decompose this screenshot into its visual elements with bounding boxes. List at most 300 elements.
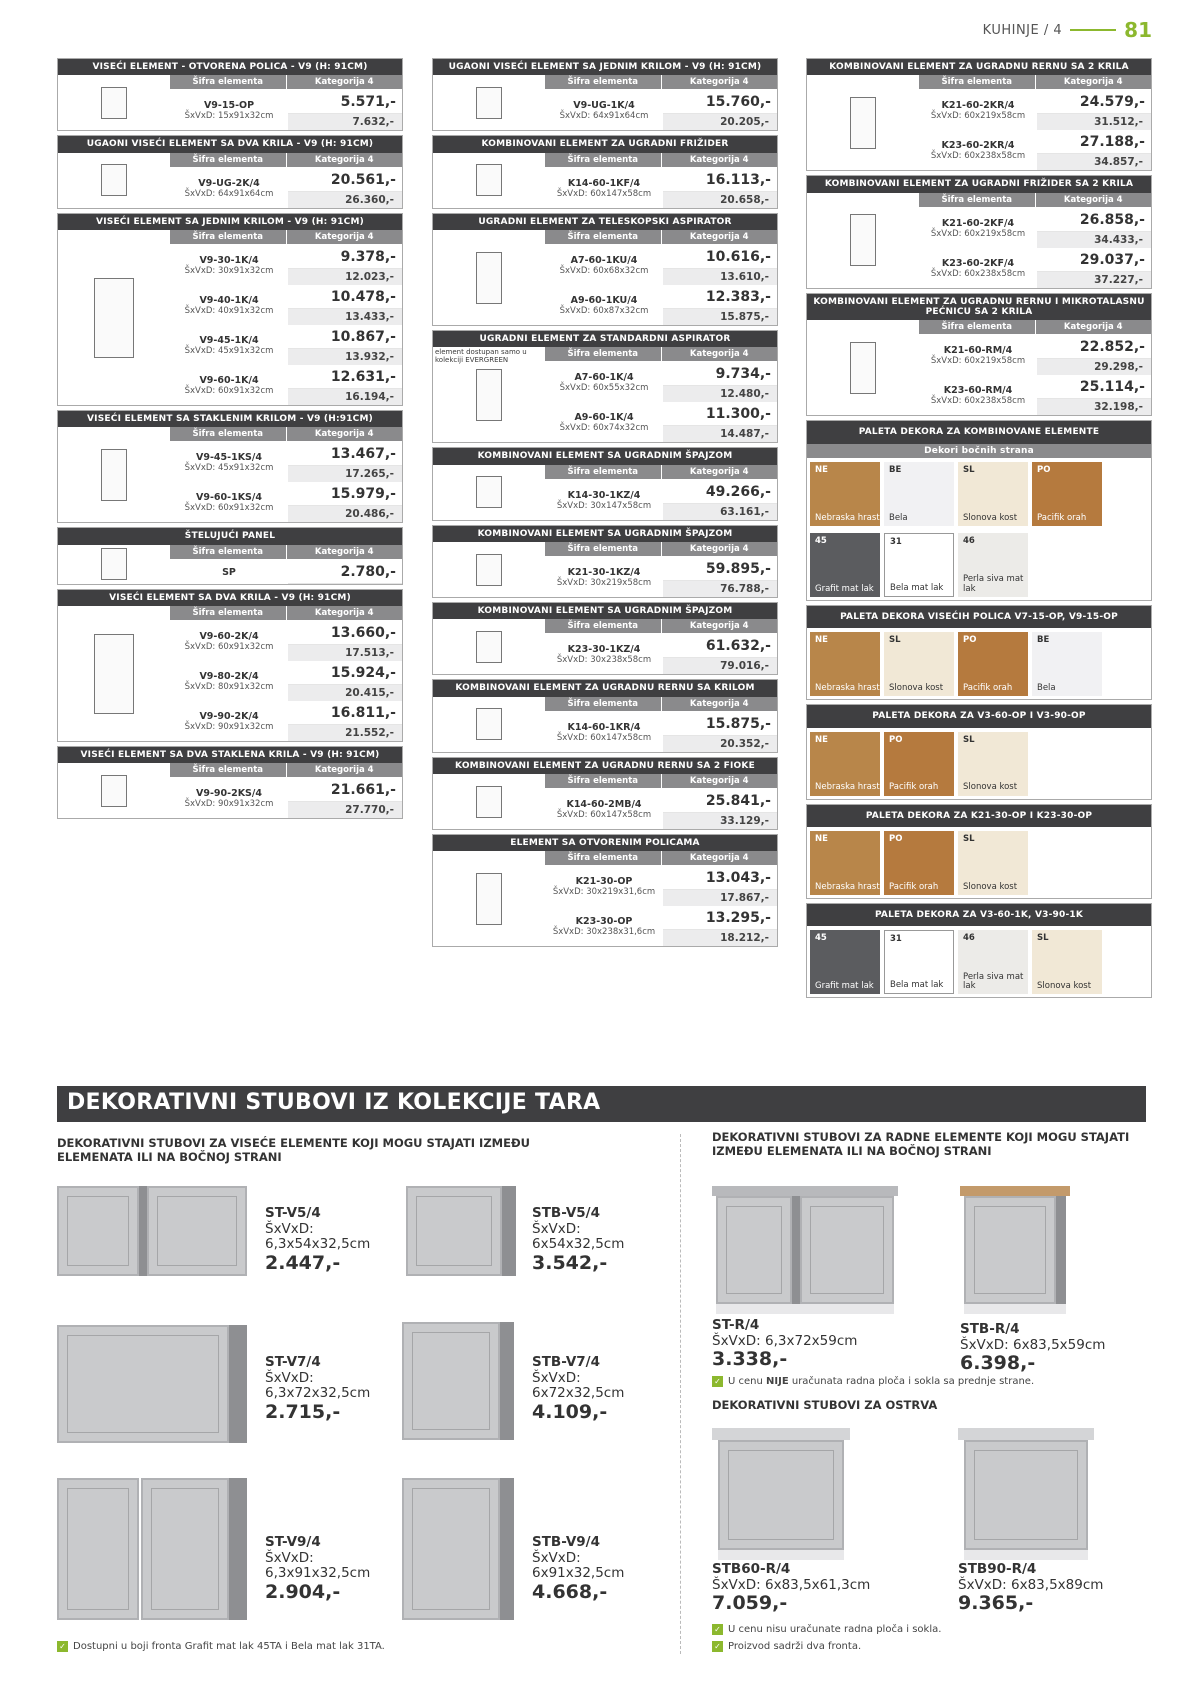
product-dimensions: ŠxVxD: 60x91x32cm <box>184 503 274 514</box>
product-dimensions: ŠxVxD: 30x238x58cm <box>556 655 652 666</box>
decor-swatch <box>810 462 880 526</box>
header-sifra: Šifra elementa <box>170 75 287 89</box>
table-row <box>545 90 777 130</box>
block-title: UGRADNI ELEMENT ZA TELESKOPSKI ASPIRATOR <box>433 214 777 230</box>
header-kategorija: Kategorija 4 <box>314 232 374 243</box>
table-row <box>170 661 402 701</box>
decor-swatch <box>1032 632 1102 696</box>
header-kategorija: Kategorija 4 <box>689 349 749 360</box>
price: 10.478,- <box>288 286 402 309</box>
product-block <box>432 602 778 675</box>
decor-palette <box>806 903 1152 998</box>
price-old: 26.360,- <box>288 192 402 208</box>
decor-swatch <box>884 930 954 994</box>
product-image <box>958 1428 1094 1560</box>
header-sifra: Šifra elementa <box>170 153 287 167</box>
product-code: SP <box>222 566 236 578</box>
cabinet-icon <box>101 449 127 501</box>
cabinet-icon <box>850 342 876 394</box>
product-image <box>58 75 170 130</box>
price: 2.780,- <box>288 561 402 584</box>
product-dimensions: ŠxVxD: 30x219x31,6cm <box>552 887 656 898</box>
table-header <box>545 851 777 866</box>
product-block <box>57 213 403 406</box>
price-old: 20.205,- <box>663 114 777 130</box>
product-code: K23-30-OP <box>575 916 633 928</box>
product-code: K21-30-OP <box>575 876 633 888</box>
product-dimensions: ŠxVxD: 60x91x32cm <box>184 642 274 653</box>
swatch-code: 46 <box>963 933 975 944</box>
price-old: 13.433,- <box>288 309 402 325</box>
swatch-code: SL <box>963 465 975 476</box>
header-kategorija: Kategorija 4 <box>1063 77 1123 88</box>
product-label: STB-V5/4 ŠxVxD: 6x54x32,5cm 3.542,- <box>532 1205 625 1274</box>
cabinet-icon <box>476 87 502 119</box>
block-title: KOMBINOVANI ELEMENT SA UGRADNIM ŠPAJZOM <box>433 448 777 464</box>
swatch-code: SL <box>963 734 975 745</box>
header-kategorija: Kategorija 4 <box>689 154 749 165</box>
swatch-name: Nebraska hrast <box>815 881 880 892</box>
table-row <box>545 402 777 442</box>
block-title: UGRADNI ELEMENT ZA STANDARDNI ASPIRATOR <box>433 331 777 347</box>
product-image <box>58 545 170 584</box>
product-block <box>432 58 778 131</box>
cabinet-icon <box>476 708 502 740</box>
table-header <box>919 75 1151 90</box>
header-kategorija: Kategorija 4 <box>689 853 749 864</box>
price-old: 37.227,- <box>1037 272 1151 288</box>
swatch-code: SL <box>1037 933 1049 944</box>
product-block <box>57 135 403 208</box>
product-image <box>57 1478 247 1620</box>
swatch-name: Bela <box>1037 683 1056 694</box>
product-label: ST-V7/4 ŠxVxD: 6,3x72x32,5cm 2.715,- <box>265 1354 371 1423</box>
table-row <box>170 168 402 208</box>
header-kategorija: Kategorija 4 <box>314 608 374 619</box>
product-image <box>433 542 545 597</box>
price: 15.875,- <box>663 713 777 736</box>
header-sifra: Šifra elementa <box>545 230 662 244</box>
table-header <box>545 774 777 789</box>
table-row <box>170 482 402 522</box>
table-row <box>545 245 777 285</box>
product-code: V9-UG-2K/4 <box>198 177 260 189</box>
tara-left-subtitle: DEKORATIVNI STUBOVI ZA VISEĆE ELEMENTE KOJI MOGU STAJATI IZMEĐU ELEMENATA ILI NA BOČNOJ STRANI <box>57 1136 530 1165</box>
price: 16.113,- <box>663 169 777 192</box>
price-old: 20.415,- <box>288 685 402 701</box>
price: 61.632,- <box>663 635 777 658</box>
table-row <box>919 335 1151 375</box>
block-title: UGAONI VISEĆI ELEMENT SA JEDNIM KRILOM - V9 (H: 91CM) <box>433 59 777 75</box>
swatch-name: Bela mat lak <box>890 582 944 593</box>
block-title: KOMBINOVANI ELEMENT ZA UGRADNU RERNU SA 2 KRILA <box>807 59 1151 75</box>
product-image <box>58 153 170 208</box>
table-row <box>919 90 1151 130</box>
product-dimensions: ŠxVxD: 64x91x64cm <box>184 188 274 199</box>
table-header <box>170 153 402 168</box>
swatch-name: Slonova kost <box>889 683 944 694</box>
decor-swatch <box>884 632 954 696</box>
check-icon: ✓ <box>712 1376 723 1387</box>
product-dimensions: ŠxVxD: 80x91x32cm <box>184 682 274 693</box>
product-label: ST-V9/4 ŠxVxD: 6,3x91x32,5cm 2.904,- <box>265 1534 371 1603</box>
table-row <box>545 362 777 402</box>
cabinet-icon <box>476 164 502 196</box>
decor-swatch <box>810 930 880 994</box>
block-title: VISEĆI ELEMENT - OTVORENA POLICA - V9 (H: 91CM) <box>58 59 402 75</box>
price: 21.661,- <box>288 779 402 802</box>
decor-palette <box>806 420 1152 601</box>
swatch-code: NE <box>815 834 828 845</box>
price-old: 32.198,- <box>1037 399 1151 415</box>
decor-palette <box>806 804 1152 899</box>
decor-swatch <box>958 732 1028 796</box>
tara-section-title: DEKORATIVNI STUBOVI IZ KOLEKCIJE TARA <box>57 1086 1146 1122</box>
product-block <box>432 525 778 598</box>
product-code: K21-60-2KR/4 <box>941 100 1015 112</box>
table-row <box>170 285 402 325</box>
block-title: VISEĆI ELEMENT SA JEDNIM KRILOM - V9 (H: 91CM) <box>58 214 402 230</box>
swatch-code: PO <box>889 734 903 745</box>
table-row <box>919 208 1151 248</box>
price: 25.114,- <box>1037 376 1151 399</box>
price: 59.895,- <box>663 558 777 581</box>
header-sifra: Šifra elementa <box>170 545 287 559</box>
product-code: V9-40-1K/4 <box>199 295 259 307</box>
product-code: K23-60-RM/4 <box>943 385 1013 397</box>
table-row <box>170 365 402 405</box>
product-code: V9-15-OP <box>203 100 255 112</box>
section-divider <box>680 1134 681 1654</box>
product-code: A7-60-1K/4 <box>574 372 634 384</box>
header-sifra: Šifra elementa <box>545 851 662 865</box>
product-block <box>57 527 403 584</box>
product-code: K14-60-1KR/4 <box>567 721 641 733</box>
swatch-name: Nebraska hrast <box>815 782 880 793</box>
cabinet-icon <box>101 87 127 119</box>
page-number: 81 <box>1124 18 1152 42</box>
header-kategorija: Kategorija 4 <box>689 232 749 243</box>
header-sifra: Šifra elementa <box>545 774 662 788</box>
product-dimensions: ŠxVxD: 90x91x32cm <box>184 799 274 810</box>
product-dimensions: ŠxVxD: 60x147x58cm <box>556 810 652 821</box>
swatch-code: NE <box>815 635 828 646</box>
swatch-code: BE <box>889 465 902 476</box>
product-block <box>432 679 778 752</box>
block-note: element dostupan samo u kolekciji EVERGREEN <box>435 348 527 365</box>
product-image <box>57 1325 247 1443</box>
price: 12.631,- <box>288 366 402 389</box>
column-2 <box>432 58 778 951</box>
table-header <box>545 619 777 634</box>
block-title: KOMBINOVANI ELEMENT ZA UGRADNU RERNU SA KRILOM <box>433 680 777 696</box>
block-title: KOMBINOVANI ELEMENT ZA UGRADNU RERNU SA 2 FIOKE <box>433 758 777 774</box>
table-row <box>170 701 402 741</box>
product-block <box>432 135 778 208</box>
price: 9.734,- <box>663 363 777 386</box>
price-old: 27.770,- <box>288 802 402 818</box>
price: 13.295,- <box>663 907 777 930</box>
header-kategorija: Kategorija 4 <box>689 466 749 477</box>
swatch-code: PO <box>1037 465 1051 476</box>
header-sifra: Šifra elementa <box>170 763 287 777</box>
product-dimensions: ŠxVxD: 60x147x58cm <box>556 188 652 199</box>
header-sifra: Šifra elementa <box>170 427 287 441</box>
price-old: 17.265,- <box>288 466 402 482</box>
product-dimensions: ŠxVxD: 60x74x32cm <box>559 423 649 434</box>
decor-palette <box>806 704 1152 799</box>
tara-ostrva-subtitle: DEKORATIVNI STUBOVI ZA OSTRVA <box>712 1398 938 1412</box>
header-kategorija: Kategorija 4 <box>314 765 374 776</box>
table-header <box>170 427 402 442</box>
swatch-code: 31 <box>890 934 902 945</box>
table-row <box>545 557 777 597</box>
product-code: K14-60-2MB/4 <box>566 799 642 811</box>
decor-swatch <box>810 632 880 696</box>
product-image <box>433 619 545 674</box>
product-image <box>712 1428 850 1560</box>
product-label: STB-V7/4 ŠxVxD: 6x72x32,5cm 4.109,- <box>532 1354 625 1423</box>
product-code: V9-90-2KS/4 <box>196 788 262 800</box>
product-label: STB60-R/4 ŠxVxD: 6x83,5x61,3cm 7.059,- <box>712 1561 871 1615</box>
product-dimensions: ŠxVxD: 45x91x32cm <box>184 463 274 474</box>
product-code: A7-60-1KU/4 <box>570 255 638 267</box>
table-header <box>919 320 1151 335</box>
product-code: V9-90-2K/4 <box>199 711 259 723</box>
product-block <box>57 746 403 819</box>
swatch-code: BE <box>1037 635 1050 646</box>
price-old: 34.433,- <box>1037 232 1151 248</box>
cabinet-icon <box>101 548 127 580</box>
price-old: 20.658,- <box>663 192 777 208</box>
product-label: ST-V5/4 ŠxVxD: 6,3x54x32,5cm 2.447,- <box>265 1205 371 1274</box>
header-kategorija: Kategorija 4 <box>689 776 749 787</box>
product-image <box>712 1186 898 1314</box>
product-code: K21-30-1KZ/4 <box>567 567 641 579</box>
product-code: K21-60-RM/4 <box>943 345 1013 357</box>
table-header <box>545 347 777 362</box>
product-block <box>806 175 1152 288</box>
product-image <box>433 347 545 442</box>
cabinet-icon <box>476 252 502 304</box>
header-kategorija: Kategorija 4 <box>689 698 749 709</box>
decor-swatch <box>884 732 954 796</box>
price: 13.467,- <box>288 443 402 466</box>
table-row <box>170 442 402 482</box>
decor-swatch <box>958 462 1028 526</box>
product-code: K23-60-2KR/4 <box>941 140 1015 152</box>
price-old: 33.129,- <box>663 813 777 829</box>
swatch-code: PO <box>889 834 903 845</box>
block-title: VISEĆI ELEMENT SA DVA STAKLENA KRILA - V9 (H: 91CM) <box>58 747 402 763</box>
price-old: 17.513,- <box>288 645 402 661</box>
table-header <box>170 230 402 245</box>
price: 9.378,- <box>288 246 402 269</box>
swatch-code: NE <box>815 734 828 745</box>
decor-palette <box>806 605 1152 700</box>
product-label: STB90-R/4 ŠxVxD: 6x83,5x89cm 9.365,- <box>958 1561 1104 1615</box>
product-block <box>806 293 1152 417</box>
swatch-name: Perla siva mat lak <box>963 971 1024 992</box>
product-code: K14-60-1KF/4 <box>567 177 641 189</box>
table-header <box>170 606 402 621</box>
header-kategorija: Kategorija 4 <box>689 621 749 632</box>
cabinet-icon <box>476 873 502 925</box>
column-1 <box>57 58 403 823</box>
swatch-name: Bela <box>889 512 908 523</box>
price: 49.266,- <box>663 481 777 504</box>
product-dimensions: ŠxVxD: 30x147x58cm <box>556 500 652 511</box>
decor-swatch <box>958 930 1028 994</box>
swatch-name: Pacifik orah <box>889 881 939 892</box>
cabinet-icon <box>94 634 134 714</box>
swatch-name: Pacifik orah <box>963 683 1013 694</box>
header-kategorija: Kategorija 4 <box>314 546 374 557</box>
decor-swatch <box>1032 930 1102 994</box>
product-code: K23-60-2KF/4 <box>941 257 1015 269</box>
swatch-name: Pacifik orah <box>1037 512 1087 523</box>
header-sifra: Šifra elementa <box>545 619 662 633</box>
price-old: 34.857,- <box>1037 154 1151 170</box>
price: 15.924,- <box>288 662 402 685</box>
product-image <box>433 75 545 130</box>
product-image <box>402 1478 514 1620</box>
cabinet-icon <box>476 786 502 818</box>
product-block <box>432 330 778 443</box>
product-image <box>433 697 545 752</box>
product-dimensions: ŠxVxD: 60x55x32cm <box>559 383 649 394</box>
swatch-code: PO <box>963 635 977 646</box>
product-dimensions: ŠxVxD: 60x87x32cm <box>559 306 649 317</box>
table-header <box>170 545 402 560</box>
product-block <box>432 757 778 830</box>
price: 20.561,- <box>288 169 402 192</box>
product-dimensions: ŠxVxD: 60x219x58cm <box>930 356 1026 367</box>
block-title: UGAONI VISEĆI ELEMENT SA DVA KRILA - V9 (H: 91CM) <box>58 136 402 152</box>
table-header <box>170 763 402 778</box>
price-old: 13.610,- <box>663 269 777 285</box>
price: 13.660,- <box>288 622 402 645</box>
table-row <box>170 621 402 661</box>
block-title: KOMBINOVANI ELEMENT ZA UGRADNI FRIŽIDER <box>433 136 777 152</box>
header-sifra: Šifra elementa <box>919 193 1036 207</box>
product-block <box>432 834 778 947</box>
swatch-name: Grafit mat lak <box>815 981 874 992</box>
table-row <box>545 789 777 829</box>
table-row <box>545 906 777 946</box>
swatch-name: Slonova kost <box>963 512 1018 523</box>
palette-subtitle: Dekori bočnih strana <box>807 444 1151 458</box>
product-dimensions: ŠxVxD: 60x238x58cm <box>930 151 1026 162</box>
block-title: VISEĆI ELEMENT SA STAKLENIM KRILOM - V9 (H:91CM) <box>58 411 402 427</box>
header-kategorija: Kategorija 4 <box>314 77 374 88</box>
block-title: ELEMENT SA OTVORENIM POLICAMA <box>433 835 777 851</box>
price-old: 79.016,- <box>663 658 777 674</box>
cabinet-icon <box>94 278 134 358</box>
product-dimensions: ŠxVxD: 60x68x32cm <box>559 266 649 277</box>
decor-swatch <box>958 632 1028 696</box>
price-old: 12.480,- <box>663 386 777 402</box>
price: 10.867,- <box>288 326 402 349</box>
table-header <box>545 153 777 168</box>
footnote-radni: ✓ U cenu NIJE uračunata radna ploča i sokla sa prednje strane. <box>712 1376 1034 1387</box>
decor-swatch <box>884 462 954 526</box>
table-header <box>919 193 1151 208</box>
table-row <box>545 480 777 520</box>
swatch-name: Grafit mat lak <box>815 583 874 594</box>
product-image <box>807 320 919 415</box>
block-title: KOMBINOVANI ELEMENT SA UGRADNIM ŠPAJZOM <box>433 603 777 619</box>
cabinet-icon <box>850 214 876 266</box>
table-header <box>170 75 402 90</box>
price: 27.188,- <box>1037 131 1151 154</box>
price: 13.043,- <box>663 867 777 890</box>
header-kategorija: Kategorija 4 <box>314 154 374 165</box>
table-row <box>170 560 402 584</box>
footnote-ostrva-1: ✓ U cenu nisu uračunate radna ploča i sokla. <box>712 1624 941 1635</box>
product-code: V9-45-1K/4 <box>199 335 259 347</box>
swatch-code: 31 <box>890 537 902 548</box>
product-code: A9-60-1K/4 <box>574 412 634 424</box>
block-title: ŠTELUJUĆI PANEL <box>58 528 402 544</box>
price: 26.858,- <box>1037 209 1151 232</box>
price-old: 14.487,- <box>663 426 777 442</box>
product-code: V9-60-1K/4 <box>199 375 259 387</box>
table-row <box>919 248 1151 288</box>
price: 22.852,- <box>1037 336 1151 359</box>
price: 25.841,- <box>663 790 777 813</box>
header-sifra: Šifra elementa <box>919 75 1036 89</box>
swatch-code: 45 <box>815 933 827 944</box>
product-code: V9-60-2K/4 <box>199 631 259 643</box>
swatch-name: Slonova kost <box>1037 981 1092 992</box>
header-kategorija: Kategorija 4 <box>1063 194 1123 205</box>
product-dimensions: ŠxVxD: 60x238x58cm <box>930 396 1026 407</box>
block-title: KOMBINOVANI ELEMENT SA UGRADNIM ŠPAJZOM <box>433 526 777 542</box>
product-dimensions: ŠxVxD: 60x91x32cm <box>184 386 274 397</box>
price-old: 76.788,- <box>663 581 777 597</box>
header-sifra: Šifra elementa <box>170 606 287 620</box>
product-label: ST-R/4 ŠxVxD: 6,3x72x59cm 3.338,- <box>712 1317 858 1371</box>
swatch-name: Nebraska hrast <box>815 683 880 694</box>
table-row <box>545 634 777 674</box>
product-image <box>58 427 170 522</box>
product-image <box>433 230 545 325</box>
price: 5.571,- <box>288 91 402 114</box>
decor-swatch <box>810 831 880 895</box>
header-kategorija: Kategorija 4 <box>1063 322 1123 333</box>
price-old: 12.023,- <box>288 269 402 285</box>
check-icon: ✓ <box>712 1624 723 1635</box>
product-image <box>58 763 170 818</box>
table-row <box>170 245 402 285</box>
table-header <box>545 542 777 557</box>
header-divider <box>1070 29 1116 31</box>
product-dimensions: ŠxVxD: 90x91x32cm <box>184 722 274 733</box>
product-image <box>960 1186 1070 1314</box>
decor-swatch <box>884 533 954 597</box>
product-image <box>58 606 170 741</box>
product-dimensions: ŠxVxD: 60x219x58cm <box>930 228 1026 239</box>
palette-title: PALETA DEKORA ZA K21-30-OP I K23-30-OP <box>807 805 1151 827</box>
product-dimensions: ŠxVxD: 40x91x32cm <box>184 306 274 317</box>
header-sifra: Šifra elementa <box>545 697 662 711</box>
decor-swatch <box>958 831 1028 895</box>
product-label: STB-R/4 ŠxVxD: 6x83,5x59cm 6.398,- <box>960 1321 1106 1375</box>
swatch-code: 46 <box>963 536 975 547</box>
product-block <box>432 447 778 520</box>
price: 24.579,- <box>1037 91 1151 114</box>
